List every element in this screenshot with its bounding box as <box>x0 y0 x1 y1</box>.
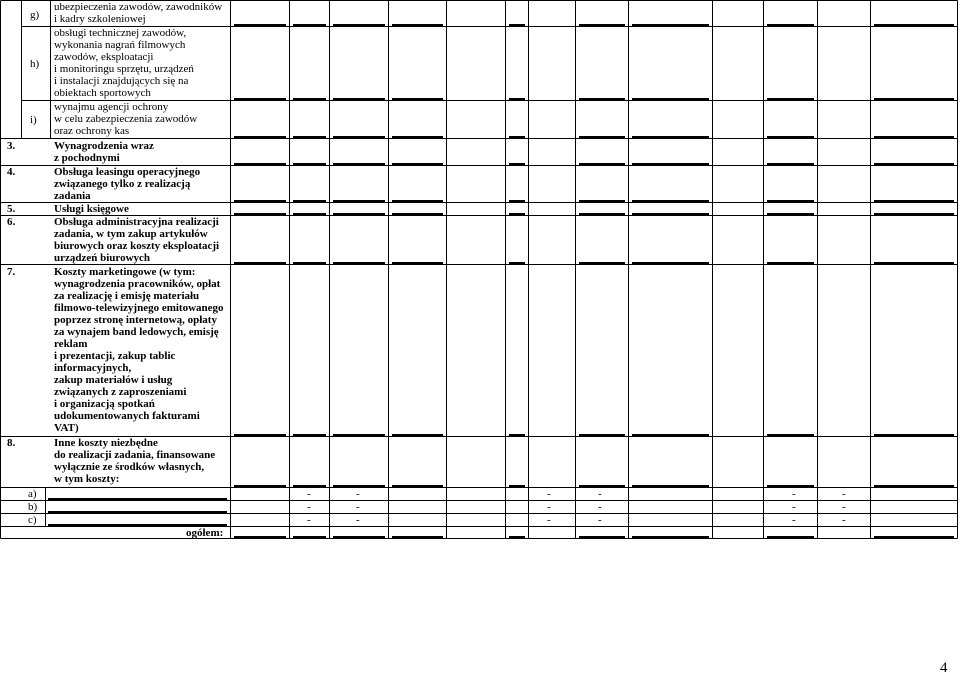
row-8-text-2: do realizacji zadania, finansowane <box>54 449 216 461</box>
row-4-number: 4. <box>7 166 16 178</box>
row-g-text-2: i kadry szkoleniowej <box>54 13 146 25</box>
row-4-text-2: związanego tylko z realizacją <box>54 178 191 190</box>
sub-c-dash-4: - <box>598 514 602 526</box>
sub-b-dash-6: - <box>842 501 846 513</box>
row-6-text-4: urządzeń biurowych <box>54 252 151 264</box>
sub-b-dash-5: - <box>792 501 796 513</box>
row-6-text-1: Obsługa administracyjna realizacji <box>54 216 219 228</box>
row-h-marker: h) <box>30 58 40 70</box>
row-8-number: 8. <box>7 437 16 449</box>
row-8-text-4: w tym koszty: <box>54 473 120 485</box>
row-7-text-4: filmowo-telewizyjnego emitowanego <box>54 302 224 314</box>
row-h-text-3: zawodów, eksploatacji <box>54 51 154 63</box>
row-h-text-2: wykonania nagrań filmowych <box>54 39 186 51</box>
sub-b-dash-4: - <box>598 501 602 513</box>
page-number: 4 <box>940 660 948 676</box>
sub-b-dash-1: - <box>307 501 311 513</box>
row-7-text-10: zakup materiałów i usług <box>54 374 173 386</box>
row-7-text-13: udokumentowanych fakturami <box>54 410 200 422</box>
row-5-number: 5. <box>7 203 16 215</box>
row-7-text-1: Koszty marketingowe (w tym: <box>54 266 196 278</box>
row-7-text-9: informacyjnych, <box>54 362 132 374</box>
sub-a-dash-2: - <box>356 488 360 500</box>
row-h-text-1: obsługi technicznej zawodów, <box>54 27 187 39</box>
row-7-text-11: związanych z zaproszeniami <box>54 386 187 398</box>
row-i-marker: i) <box>30 114 37 126</box>
row-4-text-3: zadania <box>54 190 91 202</box>
sub-c-dash-5: - <box>792 514 796 526</box>
row-7-text-2: wynagrodzenia pracowników, opłat <box>54 278 221 290</box>
row-h-text-5: i instalacji znajdujących się na <box>54 75 189 87</box>
row-8-text-1: Inne koszty niezbędne <box>54 437 158 449</box>
row-3-text-2: z pochodnymi <box>54 152 120 164</box>
sub-row-c-marker: c) <box>28 514 37 526</box>
row-g-text-1: ubezpieczenia zawodów, zawodników <box>54 1 223 13</box>
row-7-text-6: za wynajem band ledowych, emisję <box>54 326 219 338</box>
row-7-text-5: poprzez stronę internetową, opłaty <box>54 314 217 326</box>
sub-a-dash-3: - <box>547 488 551 500</box>
row-7-number: 7. <box>7 266 16 278</box>
row-i-text-3: oraz ochrony kas <box>54 125 130 137</box>
row-6-number: 6. <box>7 216 16 228</box>
sub-a-dash-6: - <box>842 488 846 500</box>
sub-b-dash-2: - <box>356 501 360 513</box>
row-4-text-1: Obsługa leasingu operacyjnego <box>54 166 201 178</box>
row-g-marker: g) <box>30 9 40 21</box>
sub-row-b-marker: b) <box>28 501 38 513</box>
sub-b-dash-3: - <box>547 501 551 513</box>
row-7-text-14: VAT) <box>54 422 79 434</box>
sub-row-a-marker: a) <box>28 488 37 500</box>
row-i-text-1: wynajmu agencji ochrony <box>54 101 169 113</box>
total-label: ogółem: <box>186 527 224 539</box>
row-h-text-6: obiektach sportowych <box>54 87 151 99</box>
row-8-text-3: wyłącznie ze środków własnych, <box>54 461 205 473</box>
row-7-text-7: reklam <box>54 338 88 350</box>
row-6-text-2: zadania, w tym zakup artykułów <box>54 228 208 240</box>
row-6-text-3: biurowych oraz koszty eksploatacji <box>54 240 220 252</box>
row-i-text-2: w celu zabezpieczenia zawodów <box>54 113 198 125</box>
row-5-text-1: Usługi księgowe <box>54 203 129 215</box>
row-3-number: 3. <box>7 140 16 152</box>
sub-c-dash-3: - <box>547 514 551 526</box>
row-7-text-12: i organizacją spotkań <box>54 398 155 410</box>
sub-a-dash-4: - <box>598 488 602 500</box>
row-h-text-4: i monitoringu sprzętu, urządzeń <box>54 63 194 75</box>
sub-c-dash-2: - <box>356 514 360 526</box>
sub-a-dash-5: - <box>792 488 796 500</box>
row-7-text-3: za realizację i emisję materiału <box>54 290 200 302</box>
sub-a-dash-1: - <box>307 488 311 500</box>
row-3-text-1: Wynagrodzenia wraz <box>54 140 154 152</box>
sub-c-dash-6: - <box>842 514 846 526</box>
sub-c-dash-1: - <box>307 514 311 526</box>
row-7-text-8: i prezentacji, zakup tablic <box>54 350 176 362</box>
